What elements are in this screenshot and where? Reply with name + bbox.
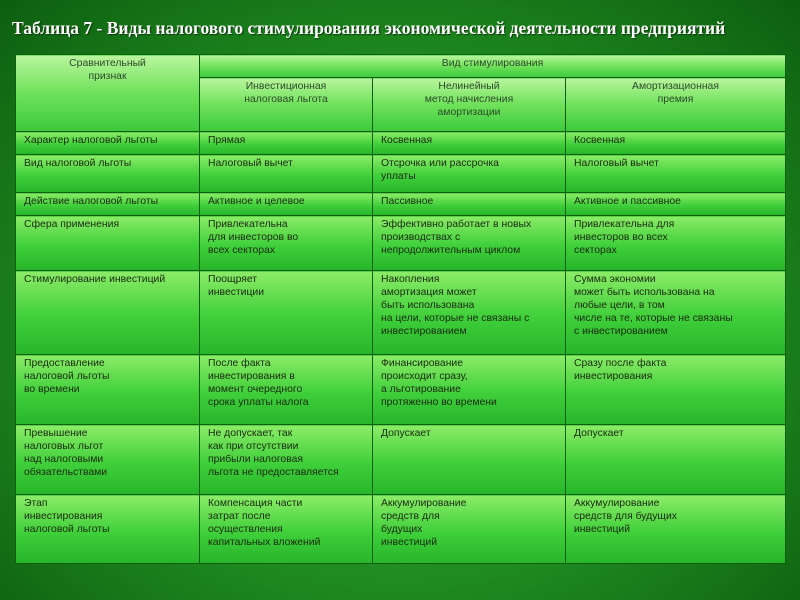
table-row — [16, 271, 786, 355]
table-cell: Компенсация части затрат после осуществления капитальных вложений — [200, 495, 373, 564]
table-cell: Накопления амортизация может быть использована на цели, которые не связаны с инвестированием — [373, 271, 566, 355]
header-criterion: Сравнительный признак — [16, 55, 200, 132]
row-label: Превышение налоговых льгот над налоговыми обязательствами — [16, 425, 200, 495]
table-cell: Косвенная — [373, 132, 566, 155]
row-label: Характер налоговой льготы — [16, 132, 200, 155]
row-label: Стимулирование инвестиций — [16, 271, 200, 355]
row-label: Этап инвестирования налоговой льготы — [16, 495, 200, 564]
table-cell: Поощряет инвестиции — [200, 271, 373, 355]
table-row — [16, 193, 786, 216]
table-cell: Налоговый вычет — [200, 155, 373, 193]
table-cell: Пассивное — [373, 193, 566, 216]
table-cell: После факта инвестирования в момент очередного срока уплаты налога — [200, 355, 373, 425]
table-row — [16, 155, 786, 193]
table-row — [16, 425, 786, 495]
header-group: Вид стимулирования — [200, 55, 786, 78]
table-cell: Налоговый вычет — [566, 155, 786, 193]
table-cell: Привлекательна для инвесторов во всех секторах — [566, 216, 786, 271]
table-row — [16, 355, 786, 425]
table-row — [16, 132, 786, 155]
table-cell: Допускает — [373, 425, 566, 495]
header-column-nonlinear: Нелинейный метод начисления амортизации — [373, 78, 566, 132]
table-cell: Финансирование происходит сразу, а льготирование протяженно во времени — [373, 355, 566, 425]
table-cell: Прямая — [200, 132, 373, 155]
table-cell: Активное и целевое — [200, 193, 373, 216]
table-cell: Сразу после факта инвестирования — [566, 355, 786, 425]
table-cell: Эффективно работает в новых производствах с непродолжительным циклом — [373, 216, 566, 271]
table-cell: Косвенная — [566, 132, 786, 155]
row-label: Предоставление налоговой льготы во времени — [16, 355, 200, 425]
table-cell: Допускает — [566, 425, 786, 495]
table-row — [16, 216, 786, 271]
tax-incentives-table — [15, 54, 786, 564]
table-cell: Привлекательна для инвесторов во всех секторах — [200, 216, 373, 271]
header-column-investment: Инвестиционная налоговая льгота — [200, 78, 373, 132]
table-cell: Сумма экономии может быть использована на любые цели, в том числе на те, которые не связаны с инвестированием — [566, 271, 786, 355]
table-cell: Не допускает, так как при отсутствии прибыли налоговая льгота не предоставляется — [200, 425, 373, 495]
table-cell: Активное и пассивное — [566, 193, 786, 216]
table-cell: Аккумулирование средств для будущих инвестиций — [373, 495, 566, 564]
row-label: Действие налоговой льготы — [16, 193, 200, 216]
table-cell: Аккумулирование средств для будущих инвестиций — [566, 495, 786, 564]
row-label: Сфера применения — [16, 216, 200, 271]
table-row — [16, 495, 786, 564]
row-label: Вид налоговой льготы — [16, 155, 200, 193]
page-title: Таблица 7 - Виды налогового стимулирования экономической деятельности предприятий — [12, 18, 726, 38]
header-column-premium: Амортизационная премия — [566, 78, 786, 132]
table-cell: Отсрочка или рассрочка уплаты — [373, 155, 566, 193]
